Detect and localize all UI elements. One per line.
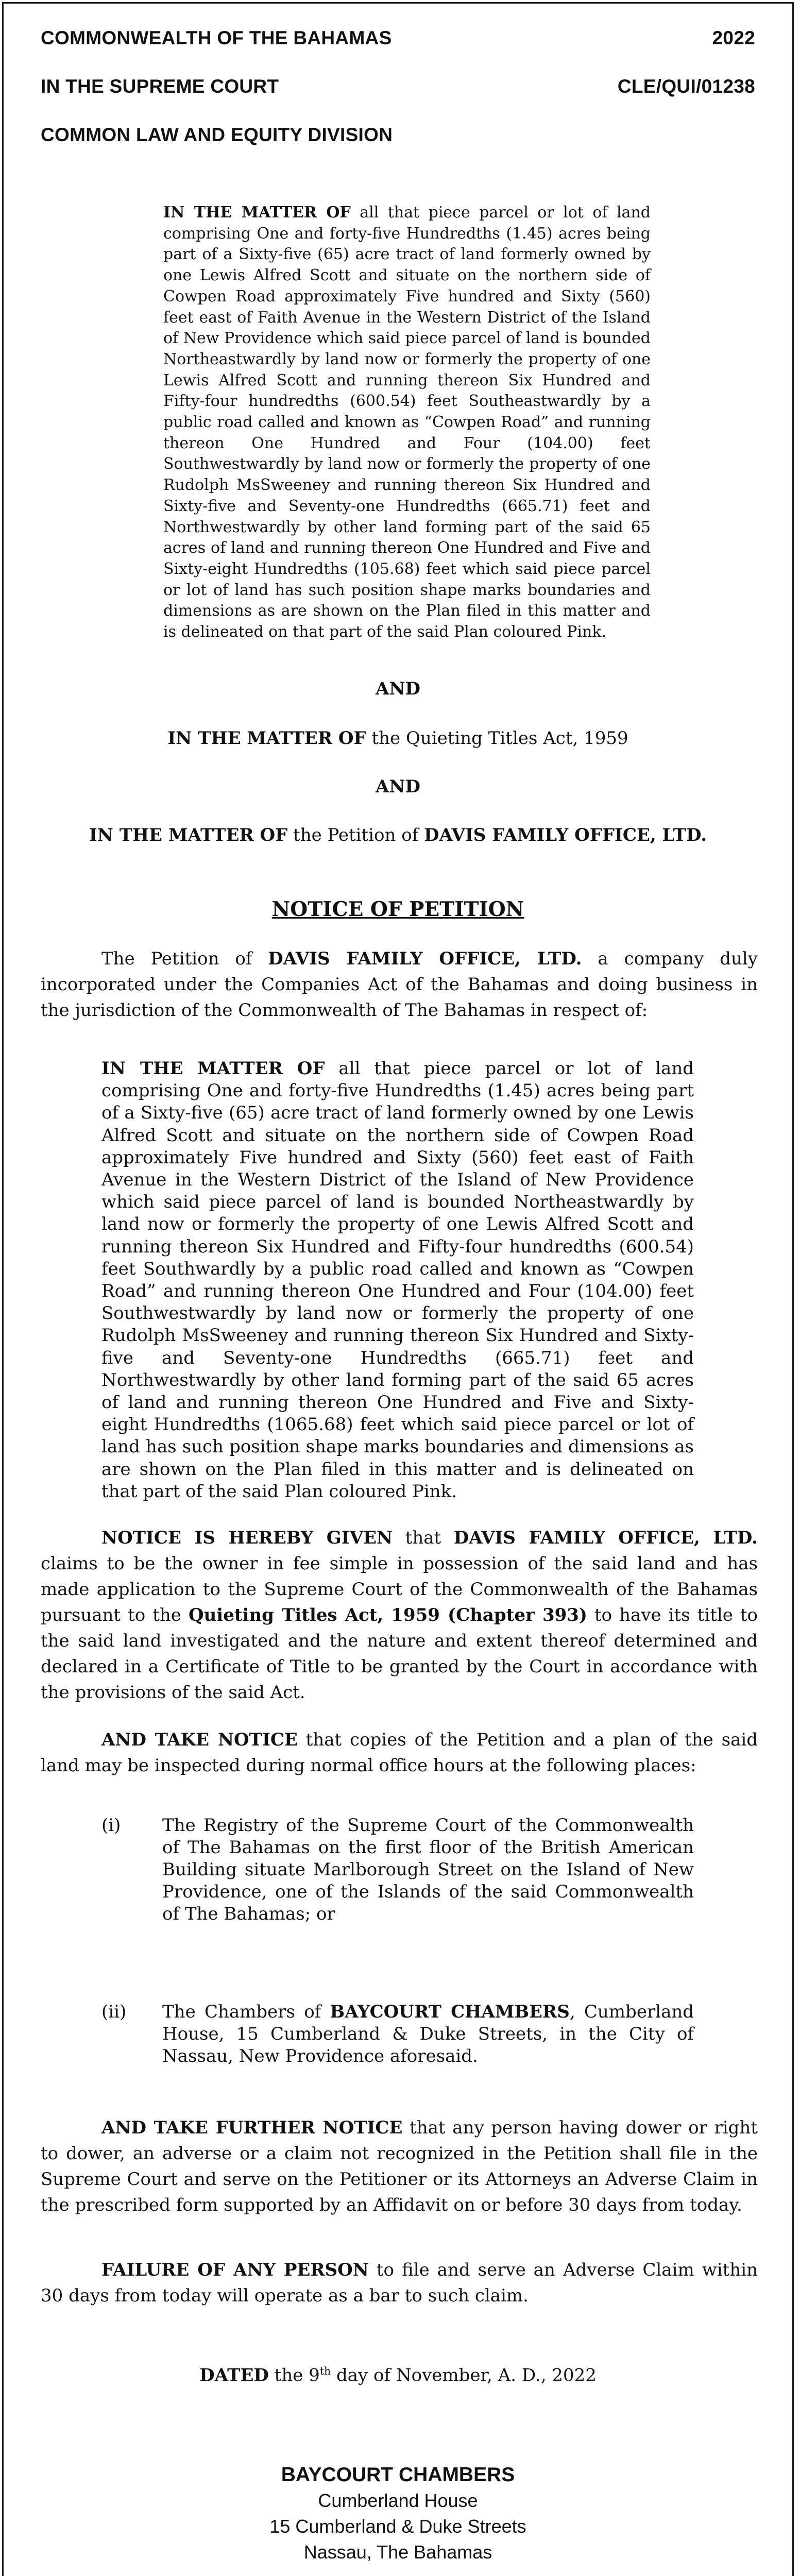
place-item-chambers — [101, 2001, 694, 2067]
dated-line — [4, 2365, 792, 2385]
petition-para-text-2: a company duly incorporated under the Companies Act of the Bahamas and doing business in the jurisdiction of the Commonwealth of The Bahamas in respect of: — [41, 948, 758, 1021]
notice-given-text-1: that — [393, 1528, 454, 1548]
and-separator-2: AND — [376, 776, 420, 797]
petition-lead: IN THE MATTER OF — [89, 825, 288, 845]
place-item-registry — [101, 1815, 694, 1925]
petition-paragraph — [41, 946, 758, 1023]
quieting-lead: IN THE MATTER OF — [167, 728, 366, 749]
matter-intro-block — [163, 202, 651, 643]
place-text-1: The Chambers of — [162, 2002, 330, 2022]
petition-line-text: the Petition of — [287, 825, 424, 845]
matter-quote-text: all that piece parcel or lot of land comprising One and forty-five Hundredths (1.45) acres being part of a Sixty-five (65) acre tract of land formerly owned by one Lewis Alfred Scott and situate on the northern side of Cowpen Road approximately Five hundred and Sixty (560) feet east of Faith Avenue in the Western District of the Island of New Providence which said piece parcel of land is bounded Northeastwardly by land now or formerly the property of one Lewis Alfred Scott and running thereon Six Hundred and Fifty-four hundredths (600.54) feet Southwardly by a public road called and known as “Cowpen Road” and running thereon One Hundred and Four (104.00) feet Southwestwardly by land now or formerly the property of one Rudolph MsSweeney and running thereon Six Hundred and Sixty-five and Seventy-one Hundredths (665.71) feet and Northwestwardly by other land forming part of the said 65 acres of land and running thereon One Hundred and Five and Sixty-eight Hundredths (1065.68) feet which said piece parcel or lot of land has such position shape marks boundaries and dimensions as are shown on the Plan filed in this matter and is delineated on that part of the said Plan coloured Pink. — [101, 1058, 694, 1502]
signature-line-3: Nassau, The Bahamas — [303, 2541, 492, 2563]
header-row-2 — [41, 76, 755, 97]
matter-quote-lead: IN THE MATTER OF — [101, 1058, 325, 1079]
place-firm: BAYCOURT CHAMBERS — [330, 2002, 570, 2022]
petition-line — [4, 825, 792, 845]
header-row-1 — [41, 27, 755, 49]
petition-para-text-1: The Petition of — [101, 948, 268, 969]
notice-page — [2, 2, 794, 2576]
division-heading: COMMON LAW AND EQUITY DIVISION — [41, 124, 393, 145]
place-text-2: , Cumberland House, 15 Cumberland & Duke Streets, in the City of Nassau, New Providence aforesaid. — [162, 2002, 694, 2066]
notice-given-text-2: claims to be the owner in fee simple in possession of the said land and has made application to the Supreme Court of the Commonwealth of the Bahamas pursuant to the — [41, 1553, 758, 1625]
further-notice-lead: AND TAKE FURTHER NOTICE — [101, 2117, 403, 2138]
quieting-act-line — [4, 728, 792, 749]
failure-paragraph — [41, 2257, 758, 2309]
notice-given-petitioner: DAVIS FAMILY OFFICE, LTD. — [453, 1528, 758, 1548]
petition-para-petitioner: DAVIS FAMILY OFFICE, LTD. — [268, 948, 582, 969]
dated-ordinal: th — [319, 2365, 331, 2377]
quieting-text: the Quieting Titles Act, 1959 — [366, 728, 628, 749]
place-text: The Registry of the Supreme Court of the Commonwealth of The Bahamas on the first floor of the British American Building situate Marlborough Street on the Island of New Providence, one of the Islands of the said Commonwealth of The Bahamas; or — [162, 1815, 694, 1924]
signature-firm: BAYCOURT CHAMBERS — [281, 2464, 515, 2486]
failure-lead: FAILURE OF ANY PERSON — [101, 2260, 369, 2280]
court-heading: IN THE SUPREME COURT — [41, 76, 279, 97]
signature-line-2: 15 Cumberland & Duke Streets — [269, 2516, 526, 2537]
take-notice-lead: AND TAKE NOTICE — [101, 1730, 298, 1750]
commonwealth-heading: COMMONWEALTH OF THE BAHAMAS — [41, 27, 392, 48]
dated-text-2: day of November, A. D., 2022 — [331, 2365, 597, 2386]
take-notice-text: that copies of the Petition and a plan of the said land may be inspected during normal office hours at the following places: — [41, 1730, 758, 1776]
place-number: (ii) — [101, 2002, 127, 2022]
signature-line-1: Cumberland House — [318, 2490, 478, 2511]
failure-text: to file and serve an Adverse Claim within 30 days from today will operate as a bar to such claim. — [41, 2260, 758, 2306]
further-notice-paragraph — [41, 2115, 758, 2218]
header-row-3 — [41, 124, 755, 146]
matter-intro-text: all that piece parcel or lot of land comprising One and forty-five Hundredths (1.45) acres being part of a Sixty-five (65) acre tract of land formerly owned by one Lewis Alfred Scott and situate on the northern side of Cowpen Road approximately Five hundred and Sixty (560) feet east of Faith Avenue in the Western District of the Island of New Providence which said piece parcel of land is bounded Northeastwardly by land now or formerly the property of one Lewis Alfred Scott and running thereon Six Hundred and Fifty-four hundredths (600.54) feet Southeastwardly by a public road called and known as “Cowpen Road” and running thereon One Hundred and Four (104.00) feet Southwestwardly by land now or formerly the property of one Rudolph MsSweeney and running thereon Six Hundred and Sixty-five and Seventy-one Hundredths (665.71) feet and Northwestwardly by other land forming part of the said 65 acres of land and running thereon One Hundred and Five and Sixty-eight Hundredths (105.68) feet which said piece parcel or lot of land has such position shape marks boundaries and dimensions as are shown on the Plan filed in this matter and is delineated on that part of the said Plan coloured Pink. — [163, 204, 651, 641]
notice-title: NOTICE OF PETITION — [271, 897, 524, 921]
dated-text-1: the 9 — [268, 2365, 320, 2386]
notice-given-paragraph — [41, 1525, 758, 1705]
matter-quote-block — [101, 1058, 694, 1503]
and-separator-1: AND — [376, 679, 420, 699]
place-number: (i) — [101, 1815, 121, 1836]
take-notice-paragraph — [41, 1727, 758, 1778]
matter-intro-lead: IN THE MATTER OF — [163, 204, 351, 222]
year: 2022 — [712, 27, 755, 48]
place-text — [162, 2001, 694, 2067]
notice-given-act: Quieting Titles Act, 1959 (Chapter 393) — [188, 1605, 587, 1625]
petition-line-petitioner: DAVIS FAMILY OFFICE, LTD. — [424, 825, 707, 845]
notice-given-lead: NOTICE IS HEREBY GIVEN — [101, 1528, 393, 1548]
case-number: CLE/QUI/01238 — [617, 76, 755, 97]
further-notice-text: that any person having dower or right to dower, an adverse or a claim not recognized in the Petition shall file in the Supreme Court and serve on the Petitioner or its Attorneys an Adverse Claim in the prescribed form supported by an Affidavit on or before 30 days from today. — [41, 2117, 758, 2215]
notice-given-text-3: to have its title to the said land investigated and the nature and extent thereof determined and declared in a Certificate of Title to be granted by the Court in accordance with the provisions of the said Act. — [41, 1605, 758, 1703]
dated-lead: DATED — [199, 2365, 269, 2386]
